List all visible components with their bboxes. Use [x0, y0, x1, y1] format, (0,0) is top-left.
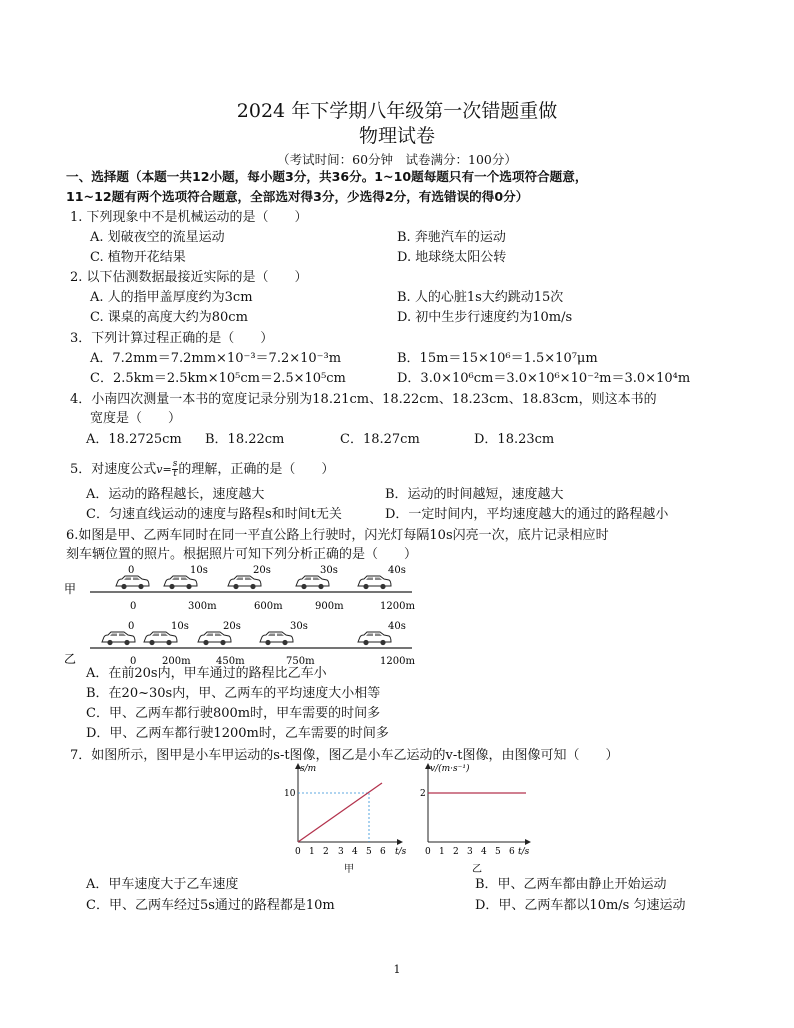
yi-dist-450: 450m	[216, 656, 245, 667]
car-jia-30s	[296, 576, 329, 589]
q6-option-b: B．在20~30s内，甲、乙两车的平均速度大小相等	[86, 686, 381, 701]
page-number: 1	[393, 963, 401, 976]
q5-stem-prefix: 5．对速度公式	[70, 462, 157, 477]
q2-option-c: C. 课桌的高度大约为80cm	[90, 310, 248, 325]
formula-numerator: s	[172, 459, 178, 469]
graph-yi-ylabel: v/(m·s⁻¹)	[430, 764, 470, 774]
question-4-stem-cont: 宽度是（ ）	[90, 411, 182, 426]
question-6-stem: 6.如图是甲、乙两车同时在同一平直公路上行驶时，闪光灯每隔10s闪亮一次，底片记录相应时	[66, 528, 609, 543]
q4-option-d: D．18.23cm	[474, 432, 555, 447]
car-yi-20s	[198, 632, 231, 645]
q6-option-d: D．甲、乙两车都行驶1200m时，乙车需要的时间多	[86, 726, 389, 741]
q7-option-a: A．甲车速度大于乙车速度	[86, 877, 239, 892]
q6-option-a: A．在前20s内，甲车通过的路程比乙车小	[86, 666, 327, 681]
formula-v: v	[156, 463, 163, 476]
q7-option-b: B．甲、乙两车都由静止开始运动	[475, 877, 667, 892]
graph-yi-ytick: 2	[420, 789, 426, 799]
car-jia-0	[116, 576, 149, 589]
section-heading-cont: 11~12题有两个选项符合题意，全部选对得3分，少选得2分，有选错误的得0分）	[66, 189, 529, 204]
jia-dist-0: 0	[130, 601, 137, 612]
question-2-stem: 2. 以下估测数据最接近实际的是（ ）	[70, 270, 308, 285]
q2-option-a: A. 人的指甲盖厚度约为3cm	[90, 290, 253, 305]
question-4-stem: 4．小南四次测量一本书的宽度记录分别为18.21cm、18.22cm、18.23cm、18.83cm，则这本书的	[70, 392, 657, 407]
graph-jia-ytick: 10	[284, 789, 296, 799]
question-3-stem: 3．下列计算过程正确的是（ ）	[70, 331, 274, 346]
q1-option-c: C. 植物开花结果	[90, 250, 186, 265]
graph-yi-xtick-3: 3	[467, 847, 473, 857]
q3-option-d: D．3.0×10⁶cm＝3.0×10⁶×10⁻²m＝3.0×10⁴m	[397, 371, 691, 386]
car-jia-20s	[228, 576, 261, 589]
jia-time-20s: 20s	[253, 565, 271, 576]
track-jia-label: 甲	[64, 582, 77, 596]
graph-yi-xtick-6: 6	[509, 847, 515, 857]
q7-option-c: C．甲、乙两车经过5s通过的路程都是10m	[86, 898, 335, 913]
graph-yi-caption: 乙	[472, 864, 482, 874]
yi-dist-750: 750m	[286, 656, 315, 667]
car-track-figure	[60, 562, 420, 670]
car-yi-40s	[358, 632, 391, 645]
graph-jia-caption: 甲	[344, 864, 354, 874]
graph-jia-xtick-5: 5	[366, 847, 372, 857]
question-5-stem: 5．对速度公式v= $\frac{s}{t}$ 的理解，正确的是（ ）	[70, 459, 335, 479]
jia-dist-600: 600m	[254, 601, 283, 612]
graph-yi-xtick-2: 2	[453, 847, 459, 857]
yi-dist-0: 0	[130, 656, 137, 667]
question-6-stem-cont: 刻车辆位置的照片。根据照片可知下列分析正确的是（ ）	[66, 547, 418, 562]
jia-time-30s: 30s	[320, 565, 338, 576]
q2-option-b: B. 人的心脏1s大约跳动15次	[397, 290, 564, 305]
graph-jia-xtick-0: 0	[295, 847, 301, 857]
section-heading: 一、选择题（本题一共12小题，每小题3分，共36分。1~10题每题只有一个选项符合题意，	[66, 169, 588, 184]
jia-dist-1200: 1200m	[380, 601, 415, 612]
graph-jia-ylabel: s/m	[300, 764, 317, 774]
yi-time-0: 0	[128, 621, 135, 632]
question-1-stem: 1. 下列现象中不是机械运动的是（ ）	[70, 210, 308, 225]
graph-yi	[420, 763, 530, 874]
q7-option-d: D．甲、乙两车都以10m/s 匀速运动	[475, 898, 686, 913]
q4-option-b: B．18.22cm	[205, 432, 285, 447]
graph-yi-xtick-4: 4	[481, 847, 487, 857]
q5-option-a: A．运动的路程越长，速度越大	[86, 487, 265, 502]
track-yi-label: 乙	[64, 652, 77, 666]
q5-option-c: C．匀速直线运动的速度与路程s和时间t无关	[86, 507, 342, 522]
q1-option-a: A. 划破夜空的流星运动	[90, 230, 225, 245]
motion-graphs	[282, 762, 532, 874]
q2-option-d: D. 初中生步行速度约为10m/s	[397, 310, 573, 325]
q3-option-b: B．15m＝15×10⁶＝1.5×10⁷μm	[397, 351, 598, 366]
exam-title: 2024 年下学期八年级第一次错题重做	[236, 100, 558, 122]
yi-dist-1200: 1200m	[380, 656, 415, 667]
yi-time-10s: 10s	[171, 621, 189, 632]
q4-option-c: C．18.27cm	[340, 432, 420, 447]
q3-option-c: C．2.5km＝2.5km×10⁵cm＝2.5×10⁵cm	[90, 371, 346, 386]
car-yi-30s	[260, 632, 293, 645]
jia-time-40s: 40s	[388, 565, 406, 576]
q3-option-a: A．7.2mm＝7.2mm×10⁻³＝7.2×10⁻³m	[90, 351, 342, 366]
question-7-stem: 7．如图所示，图甲是小车甲运动的s-t图像，图乙是小车乙运动的v-t图像，由图像可知（ ）	[70, 748, 619, 763]
graph-yi-xtick-0: 0	[425, 847, 431, 857]
q5-option-d: D．一定时间内，平均速度越大的通过的路程越小	[385, 507, 669, 522]
car-jia-10s	[164, 576, 197, 589]
yi-time-20s: 20s	[223, 621, 241, 632]
graph-jia-xtick-2: 2	[323, 847, 329, 857]
car-yi-10s	[144, 632, 177, 645]
q1-option-b: B. 奔驰汽车的运动	[397, 230, 506, 245]
jia-dist-900: 900m	[315, 601, 344, 612]
exam-subject: 物理试卷	[358, 125, 435, 147]
q5-stem-suffix: 的理解，正确的是（ ）	[178, 462, 335, 477]
car-jia-40s	[358, 576, 391, 589]
graph-jia-xlabel: t/s	[395, 847, 407, 857]
q1-option-d: D. 地球绕太阳公转	[397, 250, 507, 265]
jia-dist-300: 300m	[188, 601, 217, 612]
exam-info: （考试时间：60分钟 试卷满分：100分）	[277, 152, 517, 167]
graph-jia-xtick-3: 3	[338, 847, 344, 857]
car-yi-0	[102, 632, 135, 645]
graph-jia	[284, 764, 407, 874]
yi-time-30s: 30s	[290, 621, 308, 632]
graph-jia-xtick-6: 6	[380, 847, 386, 857]
graph-yi-xtick-5: 5	[495, 847, 501, 857]
q5-option-b: B．运动的时间越短，速度越大	[385, 487, 564, 502]
jia-time-10s: 10s	[190, 565, 208, 576]
q4-option-a: A．18.2725cm	[86, 432, 182, 447]
jia-time-0: 0	[128, 565, 135, 576]
formula-denominator: t	[173, 469, 177, 479]
graph-jia-xtick-4: 4	[352, 847, 358, 857]
graph-yi-xtick-1: 1	[439, 847, 445, 857]
yi-time-40s: 40s	[388, 621, 406, 632]
yi-dist-200: 200m	[162, 656, 191, 667]
graph-jia-xtick-1: 1	[309, 847, 315, 857]
q6-option-c: C．甲、乙两车都行驶800m时，甲车需要的时间多	[86, 706, 381, 721]
graph-yi-xlabel: t/s	[518, 847, 530, 857]
